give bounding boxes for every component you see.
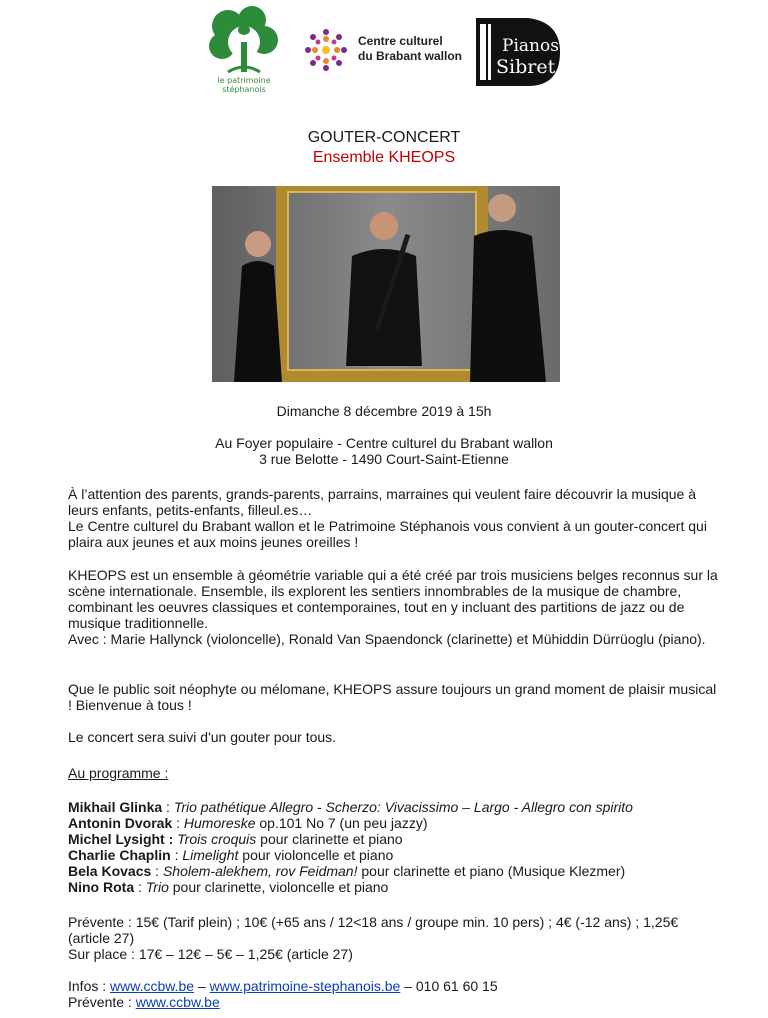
page-title: GOUTER-CONCERT (307, 129, 461, 146)
programme-item: Bela Kovacs : Sholem-alekhem, rov Feidman! pour clarinette et piano (Musique Klezmer) (68, 863, 626, 879)
venue-line1: Au Foyer populaire - Centre culturel du Brabant wallon (215, 435, 553, 451)
programme-item: Nino Rota : Trio pour clarinette, violoncelle et piano (68, 879, 389, 895)
onsite-prices: Sur place : 17€ – 12€ – 5€ – 1,25€ (article 27) (68, 946, 353, 962)
concert-title-block (0, 128, 768, 168)
intro-line-invitation: Le Centre culturel du Brabant wallon et le Patrimoine Stéphanois vous convient à un gouter-concert qui plaira aux jeunes et aux moins jeunes oreilles ! (68, 518, 707, 550)
presale-link[interactable]: www.ccbw.be (135, 994, 220, 1010)
ccbw-flower-icon (302, 26, 350, 74)
snack-paragraph: Le concert sera suivi d'un gouter pour tous. (68, 729, 337, 745)
ensemble-description: KHEOPS est un ensemble à géométrie variable qui a été créé par trois musiciens belges reconnus sur la scène internationale. Ensemble, ils explorent les sentiers innombrables de la musique de chambre, combinant les oeuvres classiques et contemporaines, tout en y incluant des partitions de jazz ou de musique traditionnelle. (68, 567, 718, 631)
tree-emblem-icon (198, 4, 290, 76)
presale-prices: Prévente : 15€ (Tarif plein) ; 10€ (+65 ans / 12<18 ans / groupe min. 10 pers) ; 4€ (-12 ans) ; 1,25€ (article 27) (68, 914, 679, 946)
programme-list (68, 799, 718, 895)
programme-item: Charlie Chaplin : Limelight pour violoncelle et piano (68, 847, 394, 863)
presale-label: Prévente : (68, 994, 136, 1010)
sibret-line1: Pianos (502, 36, 559, 56)
programme-item: Michel Lysight : Trois croquis pour clarinette et piano (68, 831, 403, 847)
musicians-in-frame-image (212, 186, 560, 382)
event-date: Dimanche 8 décembre 2019 à 15h (276, 403, 492, 419)
venue-line2: 3 rue Belotte - 1490 Court-Saint-Etienne (259, 451, 509, 467)
infos-block (68, 978, 718, 1010)
ensemble-members: Avec : Marie Hallynck (violoncelle), Ronald Van Spaendonck (clarinette) et Mühiddin Dürrüoglu (piano). (68, 631, 706, 647)
phone-number: – 010 61 60 15 (400, 978, 498, 994)
ensemble-photo (212, 186, 560, 382)
ccbw-line1: Centre culturel (358, 34, 443, 48)
infos-line: Infos : www.ccbw.be – www.patrimoine-stephanois.be – 010 61 60 15 (68, 978, 498, 994)
intro-paragraph (68, 486, 718, 550)
welcome-paragraph: Que le public soit néophyte ou mélomane, KHEOPS assure toujours un grand moment de plaisir musical ! Bienvenue à tous ! (68, 681, 717, 713)
infos-label: Infos : (68, 978, 111, 994)
patrimoine-link[interactable]: www.patrimoine-stephanois.be (209, 978, 401, 994)
prices-block (68, 914, 718, 962)
sibret-line2: Sibret (496, 56, 556, 78)
programme-item: Mikhail Glinka : Trio pathétique Allegro - Scherzo: Vivacissimo – Largo - Allegro con spirito (68, 799, 633, 815)
programme-heading: Au programme : (68, 765, 169, 781)
ccbw-logo (302, 26, 472, 76)
intro-line-audience: À l’attention des parents, grands-parents, parrains, marraines qui veulent faire découvrir la musique à leurs enfants, petits-enfants, filleul.es… (68, 486, 696, 518)
patrimoine-caption: le patrimoine stéphanois (217, 76, 271, 94)
patrimoine-stephanois-logo (198, 4, 290, 94)
ccbw-logo-text (358, 34, 462, 64)
ccbw-line2: du Brabant wallon (358, 49, 463, 63)
ensemble-name: Ensemble KHEOPS (312, 149, 456, 166)
presale-line (68, 994, 718, 1010)
event-venue (0, 435, 768, 467)
programme-item: Antonin Dvorak : Humoreske op.101 No 7 (un peu jazzy) (68, 815, 428, 831)
logo-bar (0, 4, 768, 94)
ccbw-link[interactable]: www.ccbw.be (110, 978, 195, 994)
pianos-sibret-logo (472, 14, 562, 90)
ensemble-paragraph (68, 567, 718, 647)
